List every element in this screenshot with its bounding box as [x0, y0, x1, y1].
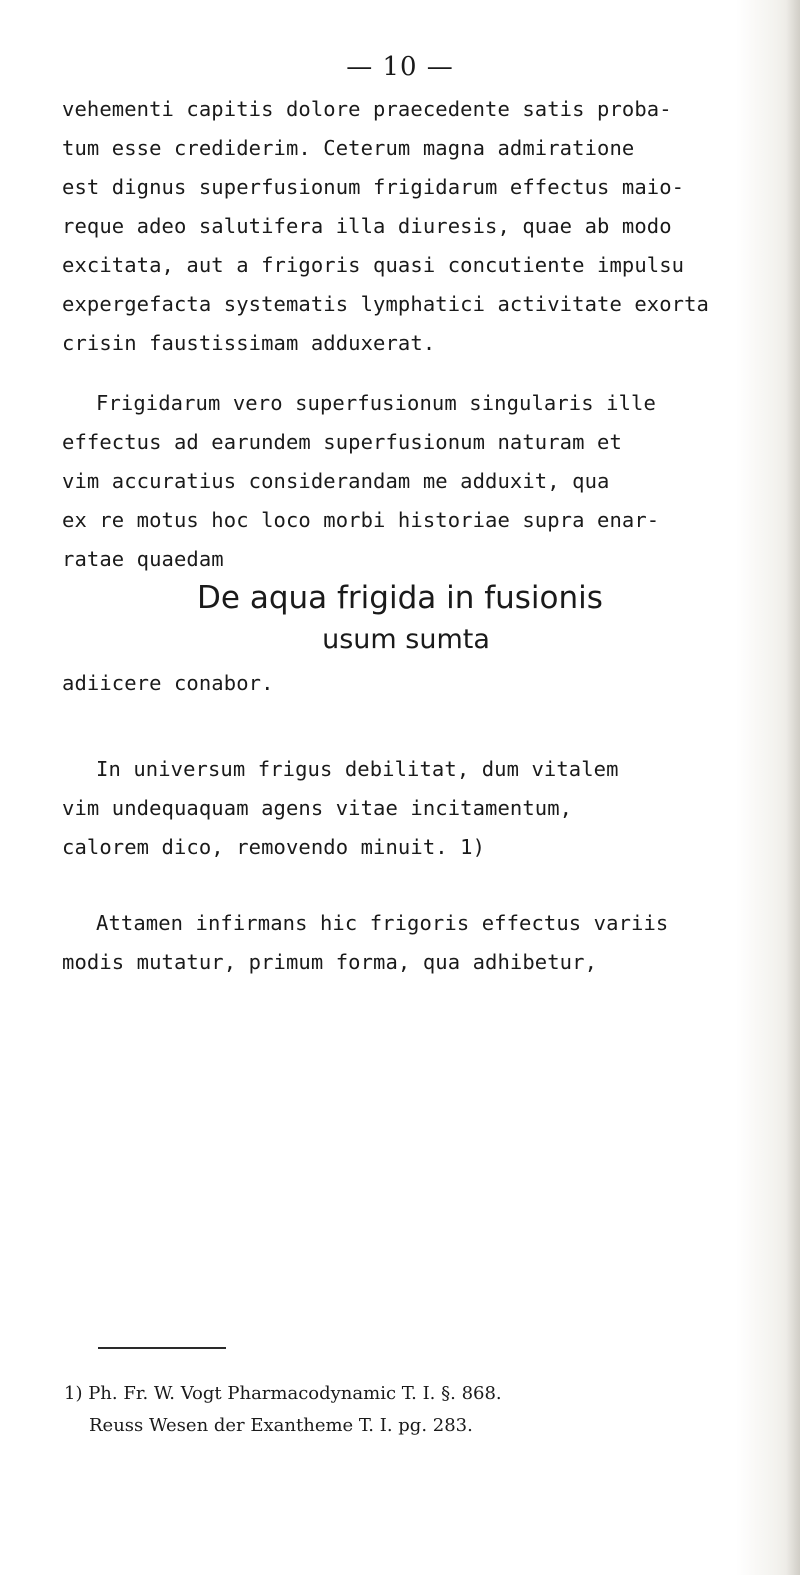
text-line: calorem dico, removendo minuit. 1): [62, 835, 486, 859]
text-line: effectus ad earundem superfusionum naturam et: [62, 430, 622, 454]
text-line: Attamen infirmans hic frigoris effectus variis: [96, 911, 669, 935]
text-line: ratae quaedam: [62, 547, 224, 571]
footnote-rule: [98, 1347, 226, 1349]
footnote-line: 1) Ph. Fr. W. Vogt Pharmacodynamic T. I. §. 868.: [64, 1383, 502, 1404]
paragraph-5: [62, 904, 800, 982]
paragraph-3: [62, 664, 800, 703]
text-line: modis mutatur, primum forma, qua adhibetur,: [62, 950, 598, 974]
footnote: [64, 1378, 800, 1442]
page-number: — 10 —: [346, 52, 454, 82]
heading-line-1: De aqua frigida in fusionis: [197, 580, 603, 616]
text-line: Frigidarum vero superfusionum singularis ille: [96, 391, 656, 415]
text-line: vim accuratius considerandam me adduxit, qua: [62, 469, 610, 493]
text-line: vehementi capitis dolore praecedente satis proba-: [62, 97, 672, 121]
text-line: excitata, aut a frigoris quasi concutiente impulsu: [62, 253, 685, 277]
text-line: ex re motus hoc loco morbi historiae supra enar-: [62, 508, 660, 532]
text-line: est dignus superfusionum frigidarum effectus maio-: [62, 175, 685, 199]
paragraph-2: [62, 384, 800, 579]
text-line: expergefacta systematis lymphatici activitate exorta: [62, 292, 709, 316]
text-line: adiicere conabor.: [62, 671, 274, 695]
centered-heading: [0, 576, 800, 660]
text-line: vim undequaquam agens vitae incitamentum,: [62, 796, 573, 820]
text-line: tum esse crediderim. Ceterum magna admiratione: [62, 136, 635, 160]
text-line: crisin faustissimam adduxerat.: [62, 331, 436, 355]
heading-line-2: usum sumta: [322, 624, 490, 655]
paragraph-1: [62, 90, 800, 363]
footnote-line: Reuss Wesen der Exantheme T. I. pg. 283.: [89, 1415, 473, 1436]
text-line: reque adeo salutifera illa diuresis, quae ab modo: [62, 214, 672, 238]
text-line: In universum frigus debilitat, dum vitalem: [96, 757, 619, 781]
paragraph-4: [62, 750, 800, 867]
